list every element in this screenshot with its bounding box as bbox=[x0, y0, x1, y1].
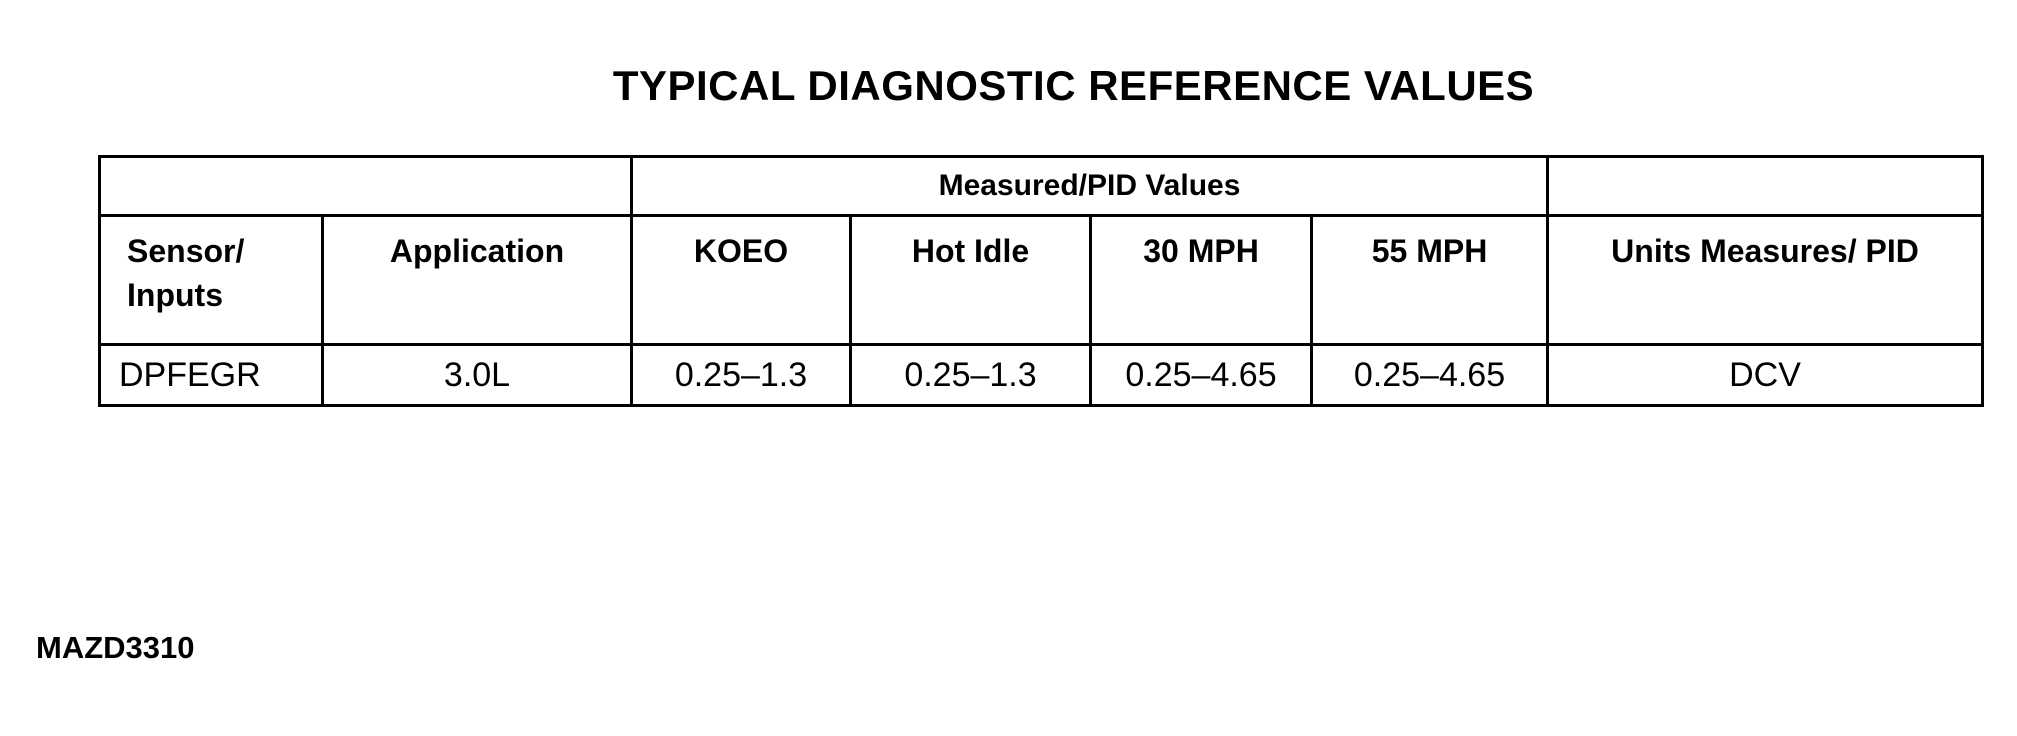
column-header-koeo: KOEO bbox=[632, 216, 851, 345]
page-title: TYPICAL DIAGNOSTIC REFERENCE VALUES bbox=[612, 62, 1535, 109]
figure-code: MAZD3310 bbox=[36, 630, 195, 665]
cell-koeo: 0.25–1.3 bbox=[632, 345, 851, 406]
group-header-blank-right bbox=[1548, 157, 1983, 216]
group-header-row bbox=[100, 157, 1983, 216]
cell-30-mph: 0.25–4.65 bbox=[1091, 345, 1312, 406]
group-header-blank-left bbox=[100, 157, 632, 216]
cell-application: 3.0L bbox=[323, 345, 632, 406]
cell-55-mph: 0.25–4.65 bbox=[1312, 345, 1548, 406]
column-header-application: Application bbox=[323, 216, 632, 345]
cell-sensor: DPFEGR bbox=[100, 345, 323, 406]
measured-pid-values-header: Measured/PID Values bbox=[632, 157, 1548, 216]
column-header-hot-idle: Hot Idle bbox=[851, 216, 1091, 345]
reference-values-table bbox=[98, 155, 1984, 407]
cell-units: DCV bbox=[1548, 345, 1983, 406]
column-header-sensor-inputs: Sensor/ Inputs bbox=[100, 216, 323, 345]
column-header-55-mph: 55 MPH bbox=[1312, 216, 1548, 345]
column-header-units-measures-pid: Units Measures/ PID bbox=[1548, 216, 1983, 345]
table-row bbox=[100, 345, 1983, 406]
column-header-30-mph: 30 MPH bbox=[1091, 216, 1312, 345]
cell-hot-idle: 0.25–1.3 bbox=[851, 345, 1091, 406]
column-header-row bbox=[100, 216, 1983, 345]
